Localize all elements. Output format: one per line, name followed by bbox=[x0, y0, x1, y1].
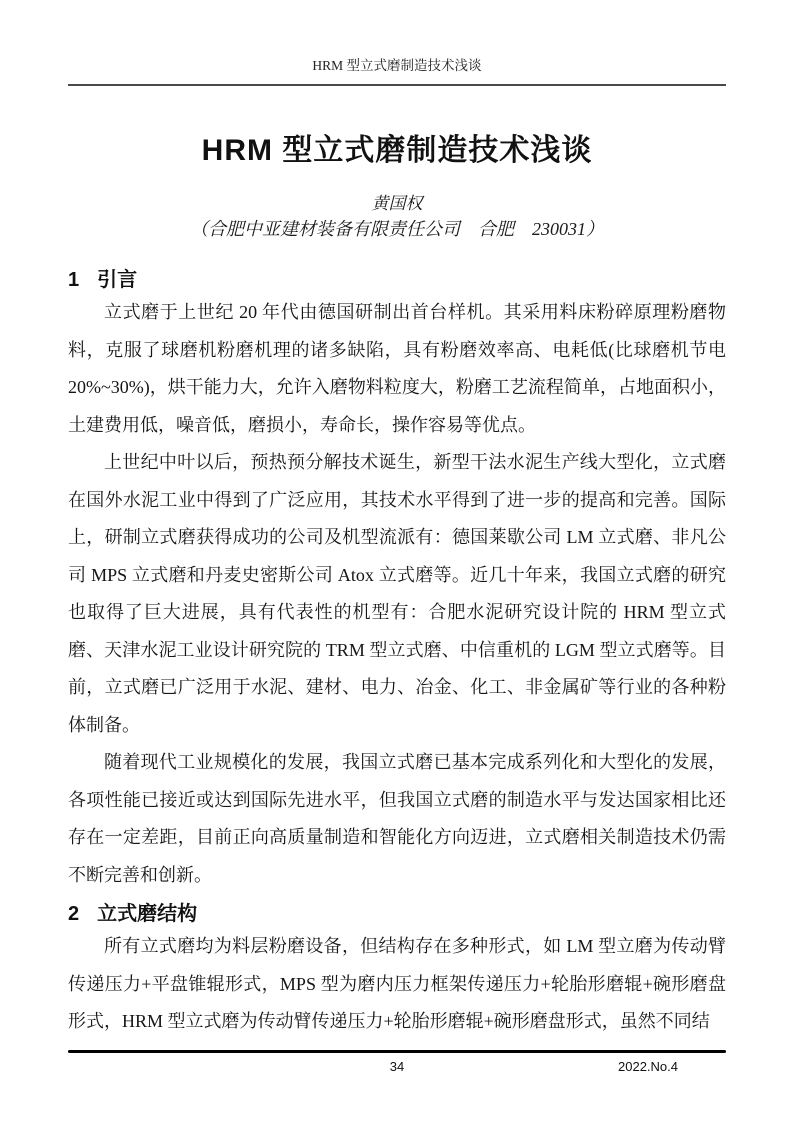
section-number: 1 bbox=[68, 269, 80, 291]
article-title: HRM 型立式磨制造技术浅谈 bbox=[201, 134, 593, 167]
author-name: 黄国权 bbox=[371, 194, 423, 213]
section-title: 引言 bbox=[97, 269, 138, 291]
section-title: 立式磨结构 bbox=[97, 903, 198, 925]
footer-rule bbox=[68, 1050, 726, 1053]
running-header: HRM 型立式磨制造技术浅谈 bbox=[68, 56, 726, 86]
section-heading-structure bbox=[68, 900, 726, 928]
page-number: 34 bbox=[389, 1059, 405, 1074]
author-affiliation: （合肥中亚建材装备有限责任公司 合肥 230031） bbox=[190, 219, 604, 239]
page-footer bbox=[68, 1057, 726, 1077]
paragraph: 所有立式磨均为料层粉磨设备，但结构存在多种形式，如 LM 型立磨为传动臂传递压力+平盘锥辊形式，MPS 型为磨内压力框架传递压力+轮胎形磨辊+碗形磨盘形式，HRM 型立式磨为传动臂传递压力+轮胎形磨辊+碗形磨盘形式，虽然不同结 bbox=[68, 936, 726, 1031]
section-heading-introduction bbox=[68, 266, 726, 294]
section-number: 2 bbox=[68, 903, 80, 925]
paragraph: 上世纪中叶以后，预热预分解技术诞生，新型干法水泥生产线大型化，立式磨在国外水泥工业中得到了广泛应用，其技术水平得到了进一步的提高和完善。国际上，研制立式磨获得成功的公司及机型流派有：德国莱歇公司 LM 立式磨、非凡公司 MPS 立式磨和丹麦史密斯公司 Atox 立式磨等。近几十年来，我国立式磨的研究也取得了巨大进展，具有代表性的机型有：合肥水泥研究设计院的 HRM 型立式磨、天津水泥工业设计研究院的 TRM 型立式磨、中信重机的 LGM 型立式磨等。目前，立式磨已广泛用于水泥、建材、电力、冶金、化工、非金属矿等行业的各种粉体制备。 bbox=[68, 452, 726, 735]
paragraph: 立式磨于上世纪 20 年代由德国研制出首台样机。其采用料床粉碎原理粉磨物料，克服了球磨机粉磨机理的诸多缺陷，具有粉磨效率高、电耗低(比球磨机节电 20%~30%)，烘干能力大，允许入磨物料粒度大，粉磨工艺流程简单，占地面积小，土建费用低，噪音低，磨损小，寿命长，操作容易等优点。 bbox=[68, 302, 726, 435]
issue-number: 2022.No.4 bbox=[618, 1059, 678, 1074]
paragraph: 随着现代工业规模化的发展，我国立式磨已基本完成系列化和大型化的发展，各项性能已接近或达到国际先进水平，但我国立式磨的制造水平与发达国家相比还存在一定差距，目前正向高质量制造和智能化方向迈进，立式磨相关制造技术仍需不断完善和创新。 bbox=[68, 752, 726, 885]
